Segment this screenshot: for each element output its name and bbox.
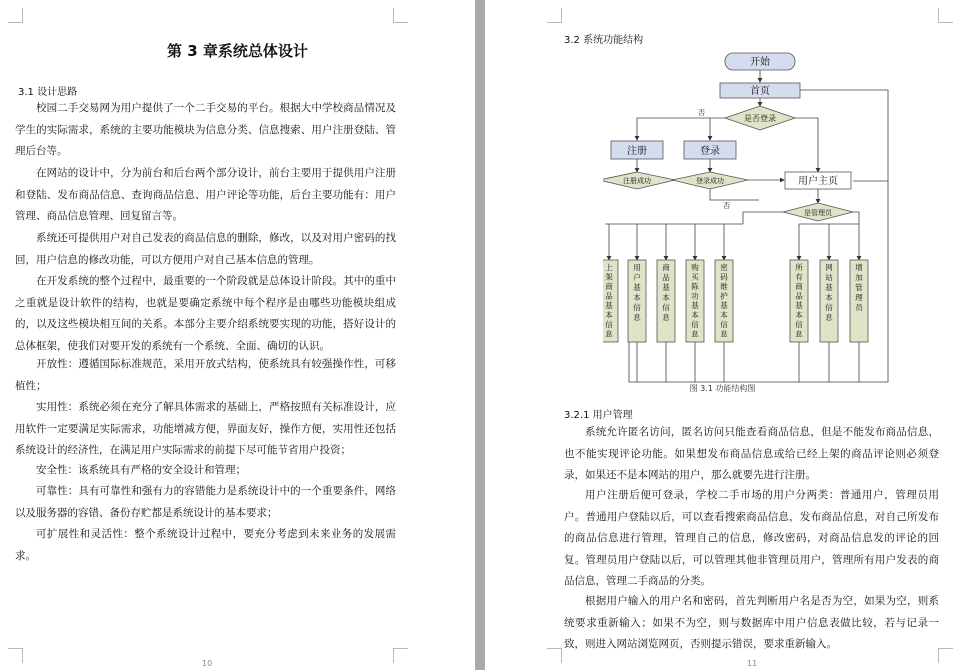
function-structure-flowchart (603, 48, 903, 390)
module-label: 增加管理员 (855, 263, 863, 312)
login-label: 登录 (700, 146, 720, 157)
flow-arrow (795, 118, 818, 172)
corner-mark (547, 648, 562, 663)
corner-mark (547, 8, 562, 23)
flow-arrow (637, 118, 725, 140)
start-label: 开始 (750, 57, 770, 68)
decision-login-label: 是否登录 (744, 114, 776, 123)
page-number: 10 (202, 659, 213, 668)
flow-line (710, 189, 759, 200)
flow-line (853, 212, 859, 224)
module-label: 购买陈功基本信息 (691, 263, 699, 339)
module-label: 商品基本信息 (662, 263, 670, 322)
chapter-title: 第 3 章系统总体设计 (167, 42, 308, 60)
home-label: 首页 (750, 86, 770, 97)
paragraph: 开放性：遵循国际标准规范，采用开放式结构，使系统具有较强操作性，可移植性； (15, 358, 396, 392)
corner-mark (393, 648, 408, 663)
label-no: 否 (698, 109, 705, 117)
paragraph: 根据用户输入的用户名和密码，首先判断用户名是否为空，如果为空，则系统要求重新输入；如果不为空，则与数据库中用户信息表做比较，若与记录一致，则进入网站浏览网页，否则提示错误，要求重新输入。 (564, 595, 939, 650)
module-label: 上架商品基本信息 (605, 263, 613, 339)
page-left (0, 0, 475, 670)
paragraph: 在网站的设计中，分为前台和后台两个部分设计，前台主要用于提供用户注册和登陆、发布商品信息、查询商品信息、用户评论等功能，后台主要功能有：用户管理、商品信息管理、回复留言等。 (15, 167, 396, 222)
module-label: 所有商品基本信息 (795, 263, 803, 339)
module-label: 网站基本信息 (825, 263, 833, 322)
paragraph: 用户注册后便可登录，学校二手市场的用户分两类：普通用户，管理员用户。普通用户登陆以后，可以查看搜索商品信息，发布商品信息，对自己所发布的商品信息进行管理，管理自己的信息，修改密码，对商品信息发的评论的回复。管理员用户登陆以后，可以管理其他非管理员用户，管理所有用户发表的商品信息，管理二手商品的分类。 (564, 489, 939, 587)
paragraph: 安全性：该系统具有严格的安全设计和管理； (36, 464, 246, 476)
label-no: 否 (723, 202, 730, 210)
corner-mark (8, 8, 23, 23)
paragraph: 可扩展性和灵活性：整个系统设计过程中，要充分考虑到未来业务的发展需求。 (15, 528, 396, 562)
decision-login-ok-label: 登录成功 (696, 177, 724, 185)
page-number: 11 (747, 659, 758, 668)
decision-register-ok-label: 注册成功 (623, 177, 651, 185)
paragraph: 在开发系统的整个过程中，最重要的一个阶段就是总体设计阶段。其中的重中之重就是设计软件的结构，也就是要确定系统中每个程序是由哪些功能模块组成的，以及这些模块相互间的关系。本部分主要介绍系统要实现的功能，搭好设计的总体框架，使我们对要开发的系统有一个系统、全面、确切的认识。 (15, 275, 396, 352)
module-label: 密码维护基本信息 (720, 263, 728, 339)
paragraph: 实用性：系统必须在充分了解具体需求的基础上，严格按照有关标准设计，应用软件一定要满足实际需求，功能增减方便，界面友好，操作方便，实用性还包括系统设计的经济性，在满足用户实际需求的前提下尽可能节省用户投资； (15, 401, 396, 456)
section-heading: 3.1 设计思路 (18, 87, 78, 98)
corner-mark (393, 8, 408, 23)
subsection-heading: 3.2.1 用户管理 (564, 410, 633, 421)
corner-mark (938, 648, 953, 663)
paragraph: 校园二手交易网为用户提供了一个二手交易的平台。根据大中学校商品情况及学生的实际需求，系统的主要功能模块为信息分类、信息搜索、用户注册登陆、管理后台等。 (15, 102, 396, 157)
paragraph: 系统还可提供用户对自己发表的商品信息的删除，修改，以及对用户密码的找回，用户信息的修改功能，可以方便用户对自己基本信息的管理。 (15, 232, 396, 266)
section-heading: 3.2 系统功能结构 (564, 35, 644, 46)
corner-mark (8, 648, 23, 663)
paragraph: 可靠性：具有可靠性和强有力的容错能力是系统设计中的一个重要条件，网络以及服务器的容错、备份存贮都是系统设计的基本要求； (15, 485, 396, 519)
module-label: 用户基本信息 (633, 263, 641, 322)
user-home-label: 用户主页 (798, 176, 838, 187)
flow-line (743, 212, 783, 224)
register-label: 注册 (627, 146, 647, 157)
corner-mark (938, 8, 953, 23)
page-right (485, 0, 960, 670)
decision-admin-label: 是管理员 (804, 209, 832, 217)
paragraph: 系统允许匿名访问，匿名访问只能查看商品信息，但是不能发布商品信息，也不能实现评论功能。如果想发布商品信息或给已经上架的商品评论则必须登录，如果还不是本网站的用户，那么就要先进行注册。 (564, 426, 939, 481)
figure-caption: 图 3.1 功能结构图 (689, 384, 756, 393)
